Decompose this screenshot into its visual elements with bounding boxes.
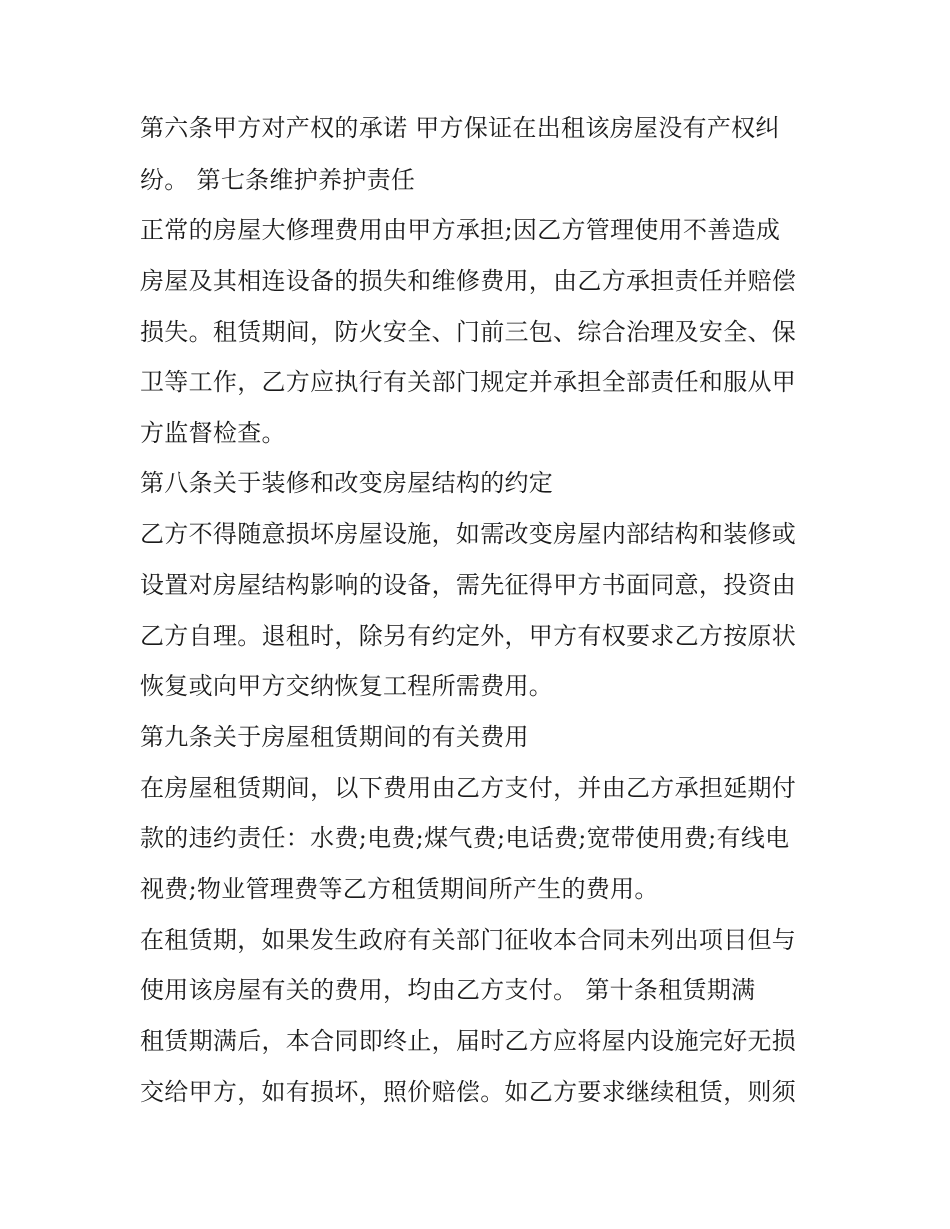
text-line: 恢复或向甲方交纳恢复工程所需费用。	[140, 672, 554, 700]
text-line: 损失。租赁期间，防火安全、门前三包、综合治理及安全、保	[140, 318, 797, 346]
text-line: 设置对房屋结构影响的设备，需先征得甲方书面同意，投资由	[140, 571, 797, 599]
text-line: 在租赁期，如果发生政府有关部门征收本合同未列出项目但与	[140, 926, 797, 954]
section-heading: 第九条关于房屋租赁期间的有关费用	[140, 723, 529, 751]
text-line: 卫等工作，乙方应执行有关部门规定并承担全部责任和服从甲	[140, 368, 797, 396]
text-line: 第六条甲方对产权的承诺 甲方保证在出租该房屋没有产权纠	[140, 114, 780, 142]
text-line: 纷。 第七条维护养护责任	[140, 166, 416, 194]
text-line: 使用该房屋有关的费用，均由乙方支付。 第十条租赁期满	[140, 976, 756, 1004]
text-line: 方监督检查。	[140, 419, 286, 447]
text-line: 乙方不得随意损坏房屋设施，如需改变房屋内部结构和装修或	[140, 520, 797, 548]
section-heading: 第八条关于装修和改变房屋结构的约定	[140, 469, 554, 497]
text-line: 视费;物业管理费等乙方租赁期间所产生的费用。	[140, 875, 659, 903]
text-line: 款的违约责任：水费;电费;煤气费;电话费;宽带使用费;有线电	[140, 824, 790, 852]
text-line: 在房屋租赁期间，以下费用由乙方支付，并由乙方承担延期付	[140, 774, 797, 802]
text-line: 乙方自理。退租时，除另有约定外，甲方有权要求乙方按原状	[140, 622, 797, 650]
text-line: 交给甲方，如有损坏，照价赔偿。如乙方要求继续租赁，则须	[140, 1078, 797, 1106]
text-line: 正常的房屋大修理费用由甲方承担;因乙方管理使用不善造成	[140, 216, 781, 244]
text-line: 租赁期满后，本合同即终止，届时乙方应将屋内设施完好无损	[140, 1027, 797, 1055]
text-line: 房屋及其相连设备的损失和维修费用，由乙方承担责任并赔偿	[140, 267, 797, 295]
